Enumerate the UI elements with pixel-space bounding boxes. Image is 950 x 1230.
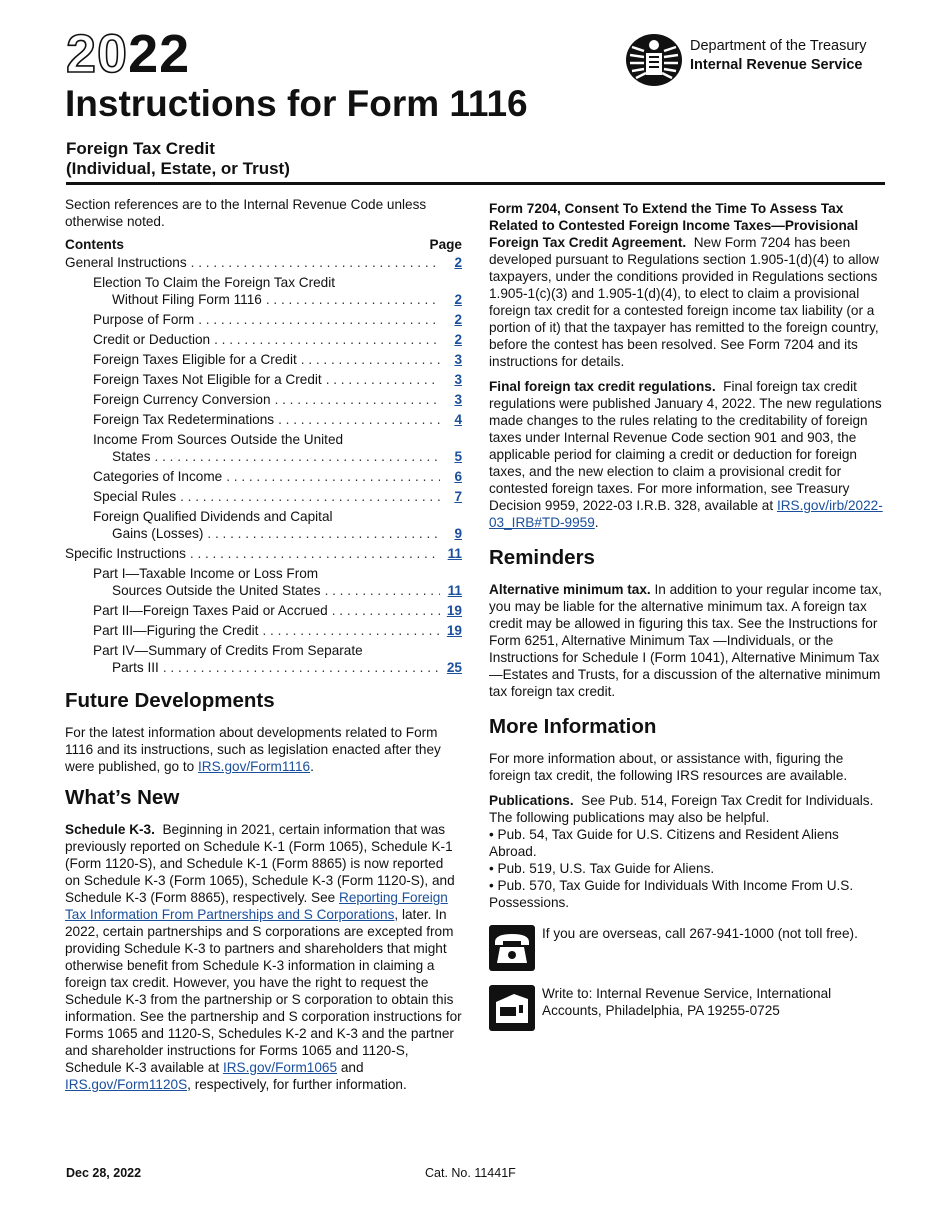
reporting-foreign-tax-link[interactable]: Reporting Foreign Tax Information From Partnerships and S Corporations — [65, 890, 448, 922]
toc-item-label: Foreign Qualified Dividends and Capital — [93, 509, 333, 524]
toc-item-label: Part IV—Summary of Credits From Separate — [93, 643, 363, 658]
toc-item[interactable] — [65, 411, 462, 428]
subtitle-line1: Foreign Tax Credit — [66, 139, 215, 158]
toc-item[interactable] — [65, 311, 462, 328]
toc-leader-dots — [180, 488, 440, 505]
amt-text: Alternative minimum tax. In addition to your regular income tax, you may be liable for the alternative minimum tax. A foreign tax credit may be allowed in figuring this tax. See the Instructions for Form 6251, Alternative Minimum Tax —Individuals, or the Instructions for Schedule I (Form 1041), Alternative Minimum Tax —Estates and Trusts, for a discussion of the alternative minimum tax foreign tax credit. — [489, 582, 882, 699]
toc-page-link[interactable]: 2 — [454, 312, 462, 327]
telephone-icon — [489, 925, 535, 971]
toc-header — [65, 236, 462, 253]
toc-page-link[interactable]: 4 — [454, 412, 462, 427]
toc-page-link[interactable]: 2 — [454, 255, 462, 270]
toc-item-label: Special Rules — [93, 489, 177, 504]
page-title: Instructions for Form 1116 — [65, 83, 528, 124]
toc-item-label: Foreign Currency Conversion — [93, 392, 271, 407]
toc-page-link[interactable]: 2 — [454, 332, 462, 347]
toc-item[interactable] — [65, 525, 462, 542]
toc-item[interactable] — [65, 582, 462, 599]
toc-leader-dots — [325, 582, 440, 599]
toc-leader-dots — [214, 331, 440, 348]
footer-cat-number: Cat. No. 11441F — [425, 1166, 516, 1180]
toc-page-link[interactable]: 3 — [454, 392, 462, 407]
form1065-link[interactable]: IRS.gov/Form1065 — [222, 1060, 338, 1075]
toc-item-line1 — [65, 431, 462, 448]
toc-leader-dots — [278, 411, 440, 428]
toc-leader-dots — [275, 391, 440, 408]
dept-line2: Internal Revenue Service — [690, 57, 863, 73]
toc-heading: Contents — [65, 237, 124, 252]
schedule-k3-lead: Schedule K-3. — [65, 822, 155, 837]
toc-leader-dots — [326, 371, 440, 388]
toc-item-line1 — [65, 508, 462, 525]
toc-page-link[interactable]: 25 — [446, 660, 462, 675]
toc-item-label: Sources Outside the United States — [112, 583, 321, 598]
subtitle-line2: (Individual, Estate, or Trust) — [66, 159, 290, 178]
toc-item-label: Part II—Foreign Taxes Paid or Accrued — [93, 603, 328, 618]
toc-item[interactable] — [65, 351, 462, 368]
phone-text: If you are overseas, call 267-941-1000 (not toll free). — [542, 926, 858, 941]
future-developments-heading: Future Developments — [65, 689, 275, 712]
toc-leader-dots — [163, 659, 440, 676]
toc-leader-dots — [190, 545, 440, 562]
toc-item-label: Income From Sources Outside the United — [93, 432, 344, 447]
toc-leader-dots — [207, 525, 440, 542]
toc-item[interactable] — [65, 659, 462, 676]
toc-page-link[interactable]: 2 — [454, 292, 462, 307]
toc-item-line1 — [65, 565, 462, 582]
phone-row — [489, 925, 887, 971]
toc-item-label: Without Filing Form 1116 — [112, 292, 262, 307]
toc-page-link[interactable]: 19 — [446, 603, 462, 618]
toc-page-link[interactable]: 7 — [454, 489, 462, 504]
form7204-text: Form 7204, Consent To Extend the Time To Assess Tax Related to Contested Foreign Income Taxes—Provisional Foreign Tax Credit Agreement. New Form 7204 has been developed pursuant to Regulations section 1.905-1(d)(4) to allow taxpayers, under the conditions provided in Regulations sections 1.905-1(c)(3) and 1.905-1(d)(4), to elect to claim a provisional foreign tax credit for a contested foreign income tax liability (or a portion of it) that the taxpayer has remitted to the foreign country, before the contest has been resolved. See Form 7204 and its instructions for details. — [489, 201, 879, 369]
header-rule — [66, 182, 885, 185]
toc-item-label: Foreign Taxes Not Eligible for a Credit — [93, 372, 322, 387]
toc-item-label: Categories of Income — [93, 469, 223, 484]
right-column — [489, 200, 887, 1031]
irs-department — [624, 33, 894, 89]
toc-item-label: Gains (Losses) — [112, 526, 204, 541]
irs-eagle-logo-icon — [624, 33, 684, 87]
year — [66, 26, 190, 82]
toc-item-label: Foreign Taxes Eligible for a Credit — [93, 352, 297, 367]
toc-page-link[interactable]: 3 — [454, 352, 462, 367]
toc-item[interactable] — [65, 448, 462, 465]
toc-item-label: Part III—Figuring the Credit — [93, 623, 259, 638]
toc-page-link[interactable]: 11 — [447, 583, 462, 598]
toc-item[interactable] — [65, 488, 462, 505]
form1120s-link[interactable]: IRS.gov/Form1120S — [65, 1077, 188, 1092]
td9959-link[interactable]: IRS.gov/irb/2022-03_IRB#TD-9959 — [489, 498, 883, 530]
toc-item[interactable] — [65, 602, 462, 619]
toc-page-link[interactable]: 19 — [446, 623, 462, 638]
toc-leader-dots — [191, 254, 440, 271]
footer-date: Dec 28, 2022 — [66, 1166, 142, 1180]
toc-item-label: Purpose of Form — [93, 312, 195, 327]
toc-item[interactable] — [65, 291, 462, 308]
toc-item-label: States — [112, 449, 151, 464]
toc-item-label: Credit or Deduction — [93, 332, 211, 347]
publications-text: Publications. See Pub. 514, Foreign Tax Credit for Individuals. The following publications may also be helpful. — [489, 793, 874, 825]
toc-page-heading: Page — [429, 237, 462, 252]
toc-item[interactable] — [65, 331, 462, 348]
intro-text: Section references are to the Internal Revenue Code unless otherwise noted. — [65, 197, 427, 229]
toc-item-line1 — [65, 274, 462, 291]
toc-item-label: Part I—Taxable Income or Loss From — [93, 566, 319, 581]
toc-item[interactable] — [65, 545, 462, 562]
final-regs-lead: Final foreign tax credit regulations. — [489, 379, 716, 394]
amt-lead: Alternative minimum tax. — [489, 582, 651, 597]
whats-new-heading: What’s New — [65, 786, 180, 809]
more-information-heading: More Information — [489, 715, 657, 738]
toc-item-label: Election To Claim the Foreign Tax Credit — [93, 275, 336, 290]
toc-leader-dots — [226, 468, 440, 485]
toc-item[interactable] — [65, 468, 462, 485]
toc-item-label: General Instructions — [65, 255, 187, 270]
toc-page-link[interactable]: 6 — [454, 469, 462, 484]
year-solid: 22 — [128, 24, 191, 84]
mail-row — [489, 985, 887, 1031]
toc-leader-dots — [155, 448, 440, 465]
pub-54-item: • Pub. 54, Tax Guide for U.S. Citizens and Resident Aliens Abroad. — [489, 827, 839, 859]
toc-page-link[interactable]: 9 — [454, 526, 462, 541]
toc-leader-dots — [262, 622, 440, 639]
future-developments-text: For the latest information about developments related to Form 1116 and its instructions, such as legislation enacted after they were published, go to IRS.gov/Form1116. — [65, 725, 441, 774]
toc-page-link[interactable]: 5 — [454, 449, 462, 464]
toc-page-link[interactable]: 11 — [447, 546, 462, 561]
toc-item-label: Foreign Tax Redeterminations — [93, 412, 275, 427]
toc-leader-dots — [332, 602, 440, 619]
toc-leader-dots — [301, 351, 440, 368]
schedule-k3-text: Schedule K-3. Beginning in 2021, certain information that was previously reported on Schedule K-1 (Form 1065), Schedule K-1 (Form 1120-S), and Schedule K-1 (Form 8865) is now reported on Schedule K-3 (Form 1065), Schedule K-3 (Form 1120-S), and Schedule K-3 (Form 8865), respectively. See Reporting Foreign Tax Information From Partnerships and S Corporations, later. In 2022, certain partnerships and S corporations are excepted from providing Schedule K-3 to partners and shareholders that might otherwise benefit from Schedule K-3 information in claiming a foreign tax credit. However, you have the right to request the Schedule K-3 from the partnership or S corporation to obtain this information. See the partnership and S corporation instructions for Forms 1065 and 1120-S, Schedules K-2 and K-3 and the partner and shareholder instructions for Forms 1065 and 1120-S, Schedule K-3 available at IRS.gov/Form1065 and IRS.gov/Form1120S, respectively, for further information. — [65, 822, 462, 1092]
left-column — [65, 196, 462, 1099]
toc-item[interactable] — [65, 254, 462, 271]
mailbox-icon — [489, 985, 535, 1031]
toc-item-label: Parts III — [112, 660, 159, 675]
dept-line1: Department of the Treasury — [690, 38, 867, 54]
toc-item[interactable] — [65, 391, 462, 408]
toc-item-line1 — [65, 642, 462, 659]
pub-570-item: • Pub. 570, Tax Guide for Individuals With Income From U.S. Possessions. — [489, 878, 854, 910]
pub-519-item: • Pub. 519, U.S. Tax Guide for Aliens. — [489, 861, 715, 876]
subtitle — [66, 139, 486, 179]
form1116-link[interactable]: IRS.gov/Form1116 — [198, 759, 311, 774]
year-outline: 20 — [66, 24, 129, 84]
more-info-text: For more information about, or assistance with, figuring the foreign tax credit, the following IRS resources are available. — [489, 751, 848, 783]
final-regs-text: Final foreign tax credit regulations. Final foreign tax credit regulations were published January 4, 2022. The new regulations made changes to the rules relating to the creditability of foreign taxes under Internal Revenue Code section 901 and 903, the applicable period for claiming a credit or deduction for foreign taxes, and the new election to claim a provisional credit for contested foreign taxes. For more information, see Treasury Decision 9959, 2022-03 I.R.B. 328, available at IRS.gov/irb/2022-03_IRB#TD-9959. — [489, 379, 883, 530]
toc-leader-dots — [198, 311, 440, 328]
table-of-contents — [65, 254, 462, 676]
reminders-heading: Reminders — [489, 546, 595, 569]
form7204-lead: Form 7204, Consent To Extend the Time To Assess Tax Related to Contested Foreign Income Taxes—Provisional Foreign Tax Credit Agreement. — [489, 201, 859, 250]
toc-item[interactable] — [65, 622, 462, 639]
toc-leader-dots — [266, 291, 440, 308]
toc-item-label: Specific Instructions — [65, 546, 186, 561]
toc-item[interactable] — [65, 371, 462, 388]
toc-page-link[interactable]: 3 — [454, 372, 462, 387]
mail-text: Write to: Internal Revenue Service, International Accounts, Philadelphia, PA 19255-0725 — [542, 986, 832, 1018]
publications-lead: Publications. — [489, 793, 574, 808]
